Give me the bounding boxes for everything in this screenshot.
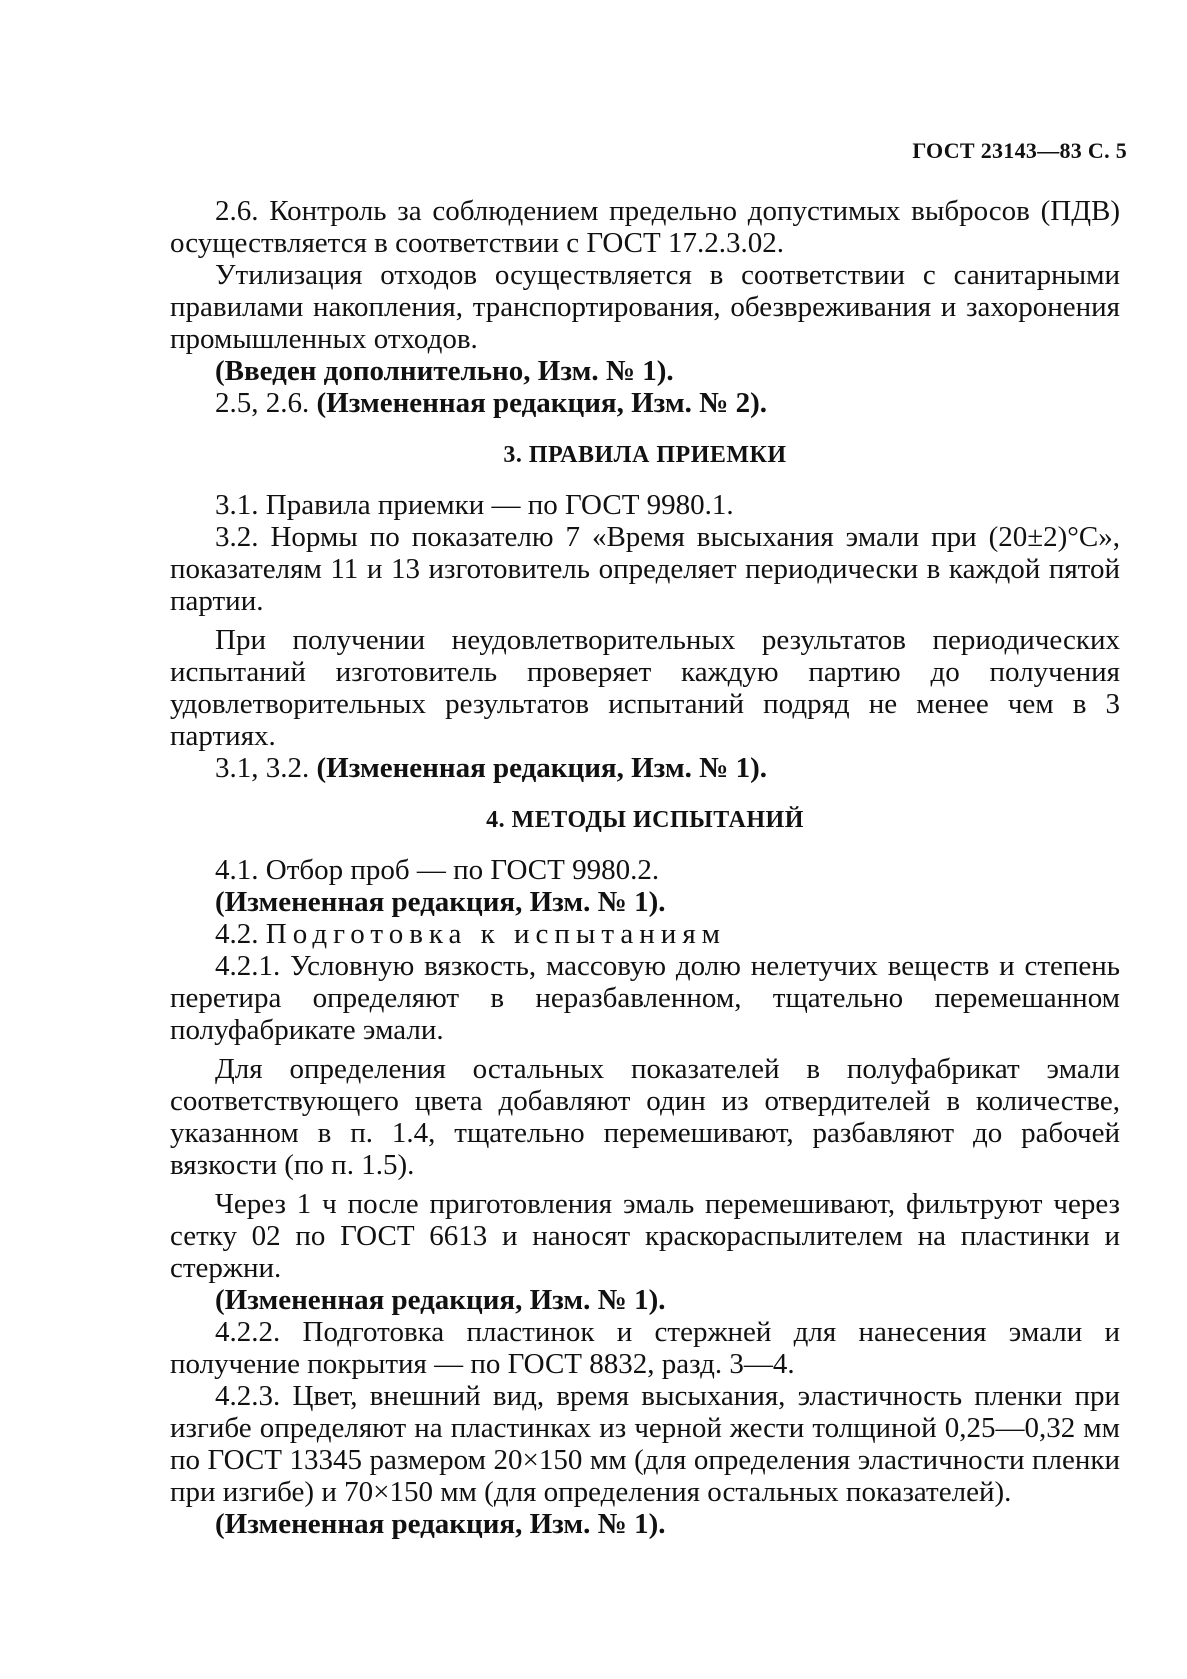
amendment-ref: 2.5, 2.6. [215, 387, 317, 419]
section-heading-4: 4. МЕТОДЫ ИСПЫТАНИЙ [486, 807, 804, 833]
paragraph-4-2-1: 4.2.1. Условную вязкость, массовую долю нелетучих веществ и степень перетира определяют в неразбавленном, тщательно перемешанном полуфабрикате эмали. [170, 950, 1120, 1046]
amendment-note-3-1-3-2 [170, 752, 1120, 784]
amendment-text: (Измененная редакция, Изм. № 2). [316, 387, 767, 419]
document-body [170, 195, 1120, 1540]
paragraph-4-1: 4.1. Отбор проб — по ГОСТ 9980.2. [215, 854, 660, 886]
amendment-note: (Измененная редакция, Изм. № 1). [215, 1508, 666, 1540]
section-heading-3: 3. ПРАВИЛА ПРИЕМКИ [503, 442, 787, 468]
paragraph-4-2-3: 4.2.3. Цвет, внешний вид, время высыхания, эластичность пленки при изгибе определяют на пластинках из черной жести толщиной 0,25—0,32 мм по ГОСТ 13345 размером 20×150 мм (для определения эластичности пленки при изгибе) и 70×150 мм (для определения остальных показателей). [170, 1380, 1120, 1508]
amendment-note: (Введен дополнительно, Изм. № 1). [215, 355, 674, 387]
subheading-number: 4.2. [215, 918, 266, 950]
paragraph-periodic-tests: При получении неудовлетворительных результатов периодических испытаний изготовитель проверяет каждую партию до получения удовлетворительных результатов испытаний подряд не менее чем в 3 партиях. [170, 624, 1120, 752]
page-header: ГОСТ 23143—83 С. 5 [912, 138, 1127, 163]
subheading-4-2 [170, 918, 1120, 950]
subheading-text: Подготовка к испытаниям [265, 918, 727, 950]
paragraph-filtering: Через 1 ч после приготовления эмаль перемешивают, фильтруют через сетку 02 по ГОСТ 6613 и наносят краскораспылителем на пластинки и стержни. [170, 1188, 1120, 1284]
amendment-ref: 3.1, 3.2. [215, 752, 317, 784]
amendment-note: (Измененная редакция, Изм. № 1). [215, 886, 666, 918]
amendment-text: (Измененная редакция, Изм. № 1). [316, 752, 767, 784]
amendment-note: (Измененная редакция, Изм. № 1). [215, 1284, 666, 1316]
paragraph-3-2: 3.2. Нормы по показателю 7 «Время высыхания эмали при (20±2)°С», показателям 11 и 13 изготовитель определяет периодически в каждой пятой партии. [170, 521, 1120, 617]
paragraph-2-6: 2.6. Контроль за соблюдением предельно допустимых выбросов (ПДВ) осуществляется в соответствии с ГОСТ 17.2.3.02. [170, 195, 1120, 259]
paragraph-waste-utilization: Утилизация отходов осуществляется в соответствии с санитарными правилами накопления, транспортирования, обезвреживания и захоронения промышленных отходов. [170, 259, 1120, 355]
amendment-note-2-5-2-6 [170, 387, 1120, 419]
paragraph-3-1: 3.1. Правила приемки — по ГОСТ 9980.1. [215, 489, 734, 521]
paragraph-hardener: Для определения остальных показателей в полуфабрикат эмали соответствующего цвета добавляют один из отвердителей в количестве, указанном в п. 1.4, тщательно перемешивают, разбавляют до рабочей вязкости (по п. 1.5). [170, 1053, 1120, 1181]
paragraph-4-2-2: 4.2.2. Подготовка пластинок и стержней для нанесения эмали и получение покрытия — по ГОСТ 8832, разд. 3—4. [170, 1316, 1120, 1380]
